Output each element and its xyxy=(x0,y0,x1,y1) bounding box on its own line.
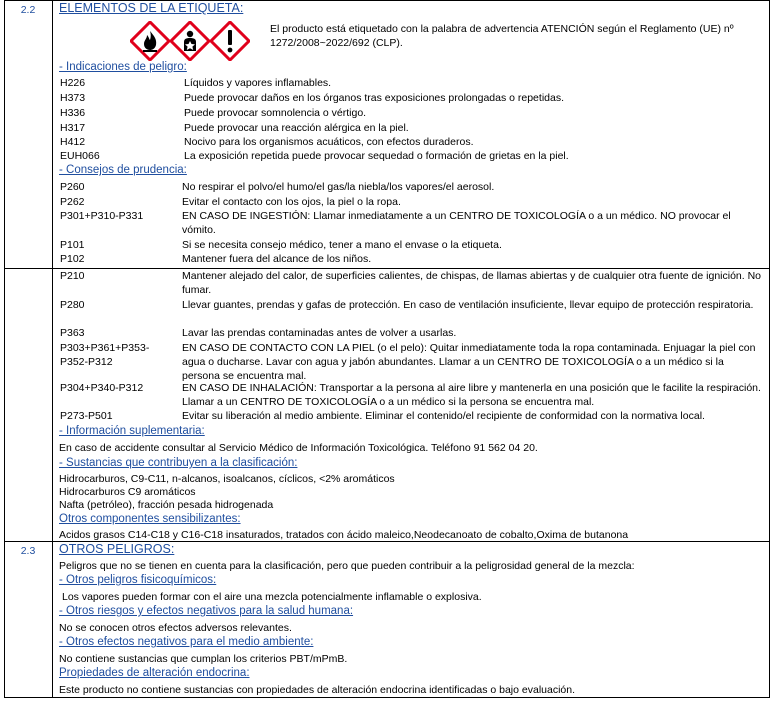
health-effects-heading: - Otros riesgos y efectos negativos para la salud humana: xyxy=(59,605,354,617)
endocrine-properties-heading: Propiedades de alteración endocrina: xyxy=(59,667,250,679)
hazard-text: Líquidos y vapores inflamables. xyxy=(184,77,332,89)
physchem-hazards-heading: - Otros peligros fisicoquímicos: xyxy=(59,574,217,586)
classification-substance-item: Hidrocarburos, C9-C11, n-alcanos, isoalcanos, cíclicos, <2% aromáticos xyxy=(59,473,395,485)
precaution-text: EN CASO DE INGESTIÓN: Llamar inmediatamente a un CENTRO DE TOXICOLOGÍA o a un médico. NO provocar el vómito. xyxy=(182,210,731,236)
endocrine-properties-text: Este producto no contiene sustancias con propiedades de alteración endocrina identificadas o bajo evaluación. xyxy=(59,684,576,696)
precaution-text: No respirar el polvo/el humo/el gas/la niebla/los vapores/el aerosol. xyxy=(182,181,495,193)
sensitizers-heading: Otros componentes sensibilizantes: xyxy=(59,513,241,525)
hazard-text: Puede provocar una reacción alérgica en la piel. xyxy=(184,122,409,134)
precaution-code: P101 xyxy=(60,239,85,251)
hazard-code: H226 xyxy=(60,77,86,89)
precaution-text: Si se necesita consejo médico, tener a mano el envase o la etiqueta. xyxy=(182,239,502,251)
other-hazards-intro: Peligros que no se tienen en cuenta para la clasificación, pero que pueden contribuir a la peligrosidad general de la mezcla: xyxy=(59,560,635,572)
hazard-code: H412 xyxy=(60,136,86,148)
precaution-text: Evitar el contacto con los ojos, la piel o la ropa. xyxy=(182,196,401,208)
exclamation-icon xyxy=(210,21,250,61)
sensitizers-text: Acidos grasos C14-C18 y C16-C18 insaturados, tratados con ácido maleico,Neodecanoato de cobalto,Oxima de butanona xyxy=(59,529,629,541)
section-number: 2.3 xyxy=(20,545,36,557)
column-divider xyxy=(52,0,53,697)
table-border-bottom xyxy=(4,697,770,698)
precaution-code: P210 xyxy=(60,270,85,282)
table-border-right xyxy=(769,0,770,697)
section-title: ELEMENTOS DE LA ETIQUETA: xyxy=(59,1,244,15)
precautionary-statements-heading: - Consejos de prudencia: xyxy=(59,164,187,176)
precaution-text: Lavar las prendas contaminadas antes de volver a usarlas. xyxy=(182,327,457,339)
precaution-code: P304+P340-P312 xyxy=(60,382,144,394)
precaution-code: P363 xyxy=(60,327,85,339)
precaution-text: Llevar guantes, prendas y gafas de protección. En caso de ventilación insuficiente, llevar equipo de protección respiratoria. xyxy=(182,299,754,311)
classification-substances-heading: - Sustancias que contribuyen a la clasificación: xyxy=(59,457,298,469)
precaution-code: P273-P501 xyxy=(60,410,113,422)
hazard-statements-heading: - Indicaciones de peligro: xyxy=(59,61,187,73)
precaution-text: Mantener fuera del alcance de los niños. xyxy=(182,253,372,265)
hazard-code: H317 xyxy=(60,122,86,134)
supplementary-info-heading: - Información suplementaria: xyxy=(59,425,205,437)
health-hazard-icon xyxy=(170,21,210,61)
hazard-code: H373 xyxy=(60,92,86,104)
classification-substance-item: Hidrocarburos C9 aromáticos xyxy=(59,486,196,498)
precaution-code: P260 xyxy=(60,181,85,193)
health-effects-text: No se conocen otros efectos adversos relevantes. xyxy=(59,622,292,634)
precaution-code: P280 xyxy=(60,299,85,311)
environment-effects-heading: - Otros efectos negativos para el medio ambiente: xyxy=(59,636,314,648)
environment-effects-text: No contiene sustancias que cumplan los criterios PBT/mPmB. xyxy=(59,653,348,665)
hazard-text: Puede provocar daños en los órganos tras exposiciones prolongadas o repetidas. xyxy=(184,92,564,104)
hazard-text: Nocivo para los organismos acuáticos, con efectos duraderos. xyxy=(184,136,474,148)
hazard-text: Puede provocar somnolencia o vértigo. xyxy=(184,107,367,119)
hazard-code: H336 xyxy=(60,107,86,119)
precaution-text: EN CASO DE CONTACTO CON LA PIEL (o el pelo): Quitar inmediatamente toda la ropa contaminada. Enjuagar la piel con agua o ducharse. Lavar con agua y jabón abundantes. Llamar a un CENTRO DE TOXICOLOGÍA o a un médico si la persona se encuentra mal. xyxy=(182,342,756,382)
signal-word-text: El producto está etiquetado con la palabra de advertencia ATENCIÓN según el Reglamento (UE) nº 1272/2008~2022/692 (CLP). xyxy=(270,23,734,49)
precaution-code: P301+P310-P331 xyxy=(60,210,144,222)
precaution-text: Mantener alejado del calor, de superficies calientes, de chispas, de llamas abiertas y de cualquier otra fuente de ignición. No fumar. xyxy=(182,270,762,296)
hazard-code: EUH066 xyxy=(60,150,100,162)
flame-icon xyxy=(130,21,170,61)
precaution-code: P303+P361+P353-P352-P312 xyxy=(60,342,150,368)
section-title: OTROS PELIGROS: xyxy=(59,542,175,556)
supplementary-info-text: En caso de accidente consultar al Servicio Médico de Información Toxicológica. Teléfono 91 562 04 20. xyxy=(59,442,538,454)
precaution-code: P102 xyxy=(60,253,85,265)
table-border-left xyxy=(4,0,5,697)
section-number: 2.2 xyxy=(20,4,36,16)
hazard-text: La exposición repetida puede provocar sequedad o formación de grietas en la piel. xyxy=(184,150,569,162)
precaution-code: P262 xyxy=(60,196,85,208)
classification-substance-item: Nafta (petróleo), fracción pesada hidrogenada xyxy=(59,499,274,511)
physchem-hazards-text: Los vapores pueden formar con el aire una mezcla potencialmente inflamable o explosiva. xyxy=(62,591,482,603)
precaution-text: EN CASO DE INHALACIÓN: Transportar a la persona al aire libre y mantenerla en una posición que le facilite la respiración. Llamar a un CENTRO DE TOXICOLOGÍA o a un médico si la persona se encuentra mal. xyxy=(182,382,761,408)
precaution-text: Evitar su liberación al medio ambiente. Eliminar el contenido/el recipiente de conformidad con la normativa local. xyxy=(182,410,705,422)
